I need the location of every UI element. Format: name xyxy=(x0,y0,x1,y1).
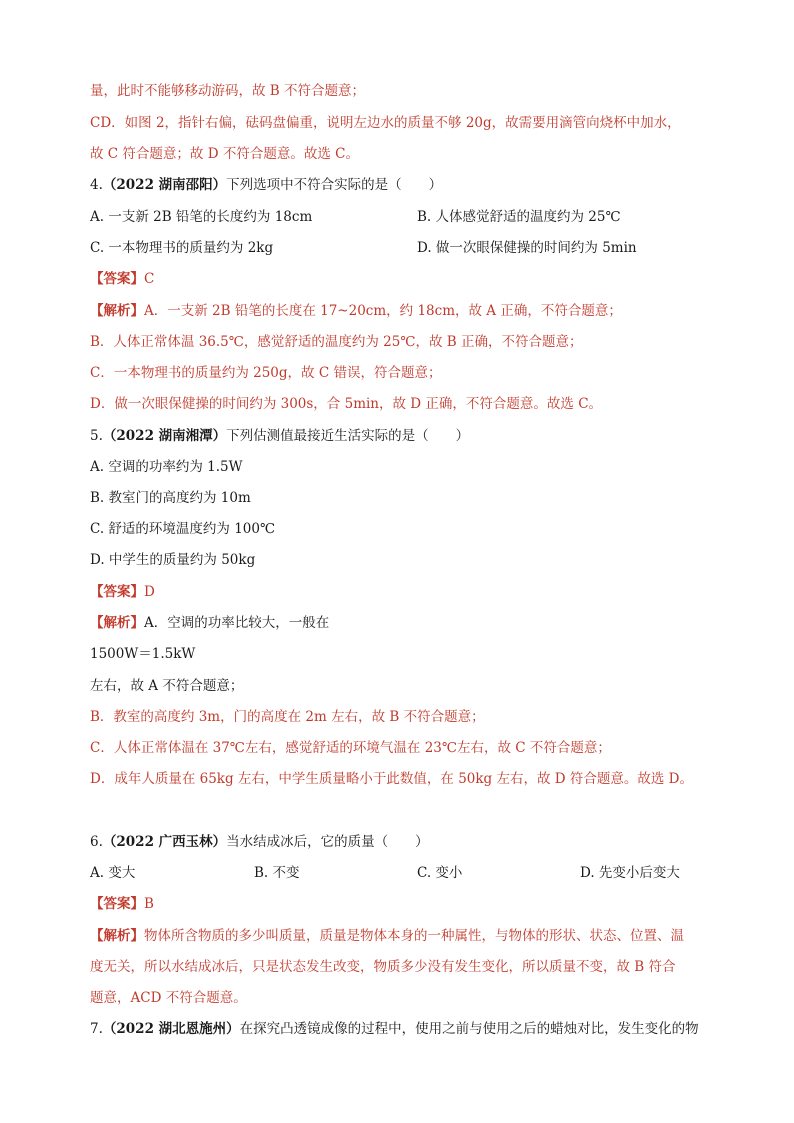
question-text: 当水结成冰后，它的质量（ ） xyxy=(226,834,429,850)
text-line: 故 C 符合题意；故 D 不符合题意。故选 C。 xyxy=(90,146,359,162)
analysis-line: 左右，故 A 不符合题意； xyxy=(90,678,244,694)
option-c: C. 舒适的环境温度约为 100℃ xyxy=(90,521,276,537)
text-line: CD．如图 2，指针右偏，砝码盘偏重，说明左边水的质量不够 20g，故需要用滴管向烧杯中加水， xyxy=(90,115,681,131)
analysis-text: A．空调的功率比较大，一般在 xyxy=(144,615,330,631)
option-c: C. 变小 xyxy=(417,865,463,881)
answer-value: C xyxy=(144,271,155,287)
question-number: 6. xyxy=(90,834,103,850)
question-5-stem xyxy=(90,427,469,445)
option-d: D. 中学生的质量约为 50kg xyxy=(90,552,256,568)
question-source: （2022 广西玉林） xyxy=(102,834,227,850)
analysis-line xyxy=(90,302,622,320)
question-text: 在探究凸透镜成像的过程中，使用之前与使用之后的蜡烛对比，发生变化的物 xyxy=(239,1021,699,1037)
analysis-line: D．做一次眼保健操的时间约为 300s，合 5min，故 D 正确，不符合题意。故选 C。 xyxy=(90,396,603,412)
answer-value: B xyxy=(144,896,154,912)
option-b: B. 不变 xyxy=(254,865,300,881)
option-d: D. 做一次眼保健操的时间约为 5min xyxy=(417,240,637,256)
option-b: B. 教室门的高度约为 10m xyxy=(90,490,251,506)
option-a: A. 变大 xyxy=(90,865,136,881)
option-d: D. 先变小后变大 xyxy=(580,865,680,881)
analysis-label: 【解析】 xyxy=(90,928,144,944)
question-number: 5. xyxy=(90,428,103,444)
question-4-stem xyxy=(90,176,442,194)
analysis-label: 【解析】 xyxy=(90,303,144,319)
answer-value: D xyxy=(144,584,155,600)
text-line: 量，此时不能够移动游码，故 B 不符合题意； xyxy=(90,83,366,99)
answer-label: 【答案】 xyxy=(90,271,144,287)
answer-line xyxy=(90,895,154,913)
analysis-line: 度无关，所以水结成冰后，只是状态发生改变，物质多少没有发生变化，所以质量不变，故 B 符合 xyxy=(90,959,676,975)
option-a: A. 空调的功率约为 1.5W xyxy=(90,459,243,475)
analysis-line: 题意，ACD 不符合题意。 xyxy=(90,990,247,1006)
analysis-line: B．教室的高度约 3m，门的高度在 2m 左右，故 B 不符合题意； xyxy=(90,709,485,725)
question-text: 下列选项中不符合实际的是（ ） xyxy=(226,177,443,193)
question-source: （2022 湖北恩施州） xyxy=(102,1021,240,1037)
analysis-text: A．一支新 2B 铅笔的长度在 17~20cm，约 18cm，故 A 正确，不符合题意； xyxy=(144,303,622,319)
option-b: B. 人体感觉舒适的温度约为 25℃ xyxy=(417,209,621,225)
analysis-line xyxy=(90,614,329,632)
question-source: （2022 湖南邵阳） xyxy=(102,177,227,193)
answer-line xyxy=(90,270,154,288)
option-a: A. 一支新 2B 铅笔的长度约为 18cm xyxy=(90,209,313,225)
question-number: 4. xyxy=(90,177,103,193)
question-text: 下列估测值最接近生活实际的是（ ） xyxy=(226,428,470,444)
question-number: 7. xyxy=(90,1021,103,1037)
analysis-line: D．成年人质量在 65kg 左右，中学生质量略小于此数值，在 50kg 左右，故 D 符合题意。故选 D。 xyxy=(90,771,694,787)
answer-line xyxy=(90,583,155,601)
analysis-label: 【解析】 xyxy=(90,615,144,631)
analysis-line: C．人体正常体温在 37℃左右，感觉舒适的环境气温在 23℃左右，故 C 不符合题意； xyxy=(90,740,611,756)
question-source: （2022 湖南湘潭） xyxy=(102,428,227,444)
answer-label: 【答案】 xyxy=(90,896,144,912)
question-7-stem xyxy=(90,1020,699,1038)
analysis-line: C．一本物理书的质量约为 250g，故 C 错误，符合题意； xyxy=(90,365,442,381)
analysis-text: 物体所含物质的多少叫质量，质量是物体本身的一种属性，与物体的形状、状态、位置、温 xyxy=(144,928,684,944)
analysis-line: B．人体正常体温 36.5℃，感觉舒适的温度约为 25℃，故 B 正确，不符合题意； xyxy=(90,334,583,350)
question-6-stem xyxy=(90,833,429,851)
analysis-line xyxy=(90,927,684,945)
option-c: C. 一本物理书的质量约为 2kg xyxy=(90,240,274,256)
formula: 1500W＝1.5kW xyxy=(90,646,196,662)
answer-label: 【答案】 xyxy=(90,584,144,600)
